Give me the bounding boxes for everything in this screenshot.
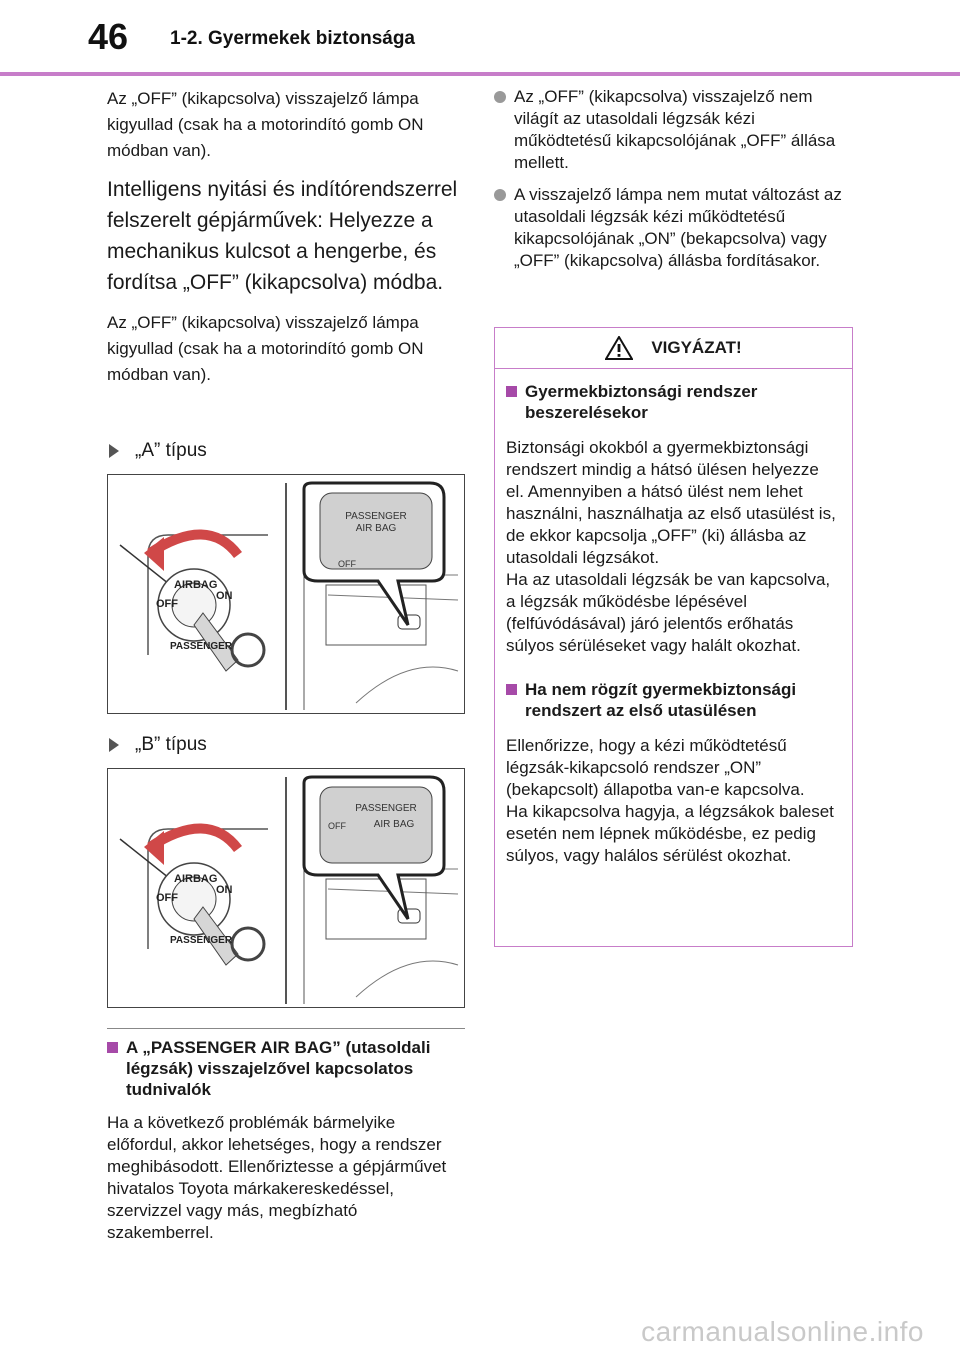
display-line1: PASSENGER xyxy=(355,803,417,814)
airbag-switch-illustration-a xyxy=(108,475,464,713)
switch-label-airbag: AIRBAG xyxy=(174,579,218,591)
warning-triangle-icon xyxy=(605,336,633,360)
triangle-marker-icon xyxy=(109,738,119,752)
watermark: carmanualsonline.info xyxy=(641,1316,924,1347)
warning-section-heading xyxy=(506,679,841,721)
notes-heading xyxy=(107,1037,465,1100)
circle-bullet-icon xyxy=(494,91,506,103)
warning-header xyxy=(495,328,852,369)
bullet-text: A visszajelző lámpa nem mutat változást az utasoldali légzsák kézi működtetésű kikapcsolójának „ON” (bekapcsolva) vagy „OFF” (kikapcsolva) állásba fordításakor. xyxy=(514,185,842,270)
notes-body: Ha a következő problémák bármelyike előfordul, akkor lehetséges, hogy a rendszer meghibásodott. Ellenőriztesse a gépjárművet hivatalos Toyota márkakereskedéssel, szervizzel vagy más, megbízható szakemberrel. xyxy=(107,1113,447,1242)
display-off: OFF xyxy=(338,559,356,569)
square-bullet-icon xyxy=(506,386,517,397)
display-line2: AIR BAG xyxy=(373,819,415,830)
triangle-marker-icon xyxy=(109,444,119,458)
instruction-paragraph: Intelligens nyitási és indítórendszerrel felszerelt gépjárművek: Helyezze a mechanikus kulcsot a hengerbe, és fordítsa „OFF” (kikapcsolva) módba. xyxy=(107,178,458,294)
warning-box xyxy=(494,327,853,947)
bullet-item xyxy=(494,184,854,272)
page-header xyxy=(0,0,960,78)
circle-bullet-icon xyxy=(494,189,506,201)
switch-label-on: ON xyxy=(216,590,233,602)
switch-label-airbag: AIRBAG xyxy=(174,873,218,885)
warning-section-body: Biztonsági okokból a gyermekbiztonsági rendszert mindig a hátsó ülésen helyezze el. Amennyiben a hátsó ülést nem lehet használni, használhatja az első utasülést is, de ekkor kapcsolja „OFF” (ki) állásba az utasoldali légzsákot. Ha az utasoldali légzsák be van kapcsolva, a légzsák működésbe lépésével (felfúvódásával) járó jelentős erőhatás súlyos sérüléseket vagy halált okozhat. xyxy=(506,438,836,655)
header-rule xyxy=(0,72,960,76)
right-column xyxy=(494,86,854,282)
indicator-notes xyxy=(107,1028,465,1244)
bullet-text: Az „OFF” (kikapcsolva) visszajelző nem világít az utasoldali légzsák kézi működtetésű kikapcsolójának „OFF” állása mellett. xyxy=(514,87,836,172)
warning-content xyxy=(495,369,852,867)
indicator-paragraph: Az „OFF” (kikapcsolva) visszajelző lámpa kigyullad (csak ha a motorindító gomb ON módban van). xyxy=(107,313,424,384)
figure-type-b xyxy=(107,768,465,1008)
switch-label-off: OFF xyxy=(156,892,178,904)
display-off: OFF xyxy=(328,821,346,831)
type-b-text: „B” típus xyxy=(135,734,207,755)
warning-section-heading-text: Ha nem rögzít gyermekbiztonsági rendszert az első utasülésen xyxy=(525,680,797,720)
type-a-text: „A” típus xyxy=(135,440,207,461)
warning-title: VIGYÁZAT! xyxy=(651,338,742,357)
square-bullet-icon xyxy=(107,1042,118,1053)
switch-label-on: ON xyxy=(216,884,233,896)
section-title: 1-2. Gyermekek biztonsága xyxy=(170,28,415,49)
bullet-item xyxy=(494,86,854,174)
type-b-label xyxy=(107,734,207,756)
warning-section-heading-text: Gyermekbiztonsági rendszer beszerelésekor xyxy=(525,382,758,422)
switch-label-passenger: PASSENGER xyxy=(170,641,233,652)
display-line1: PASSENGER xyxy=(345,511,407,522)
warning-section-body: Ellenőrizze, hogy a kézi működtetésű légzsák-kikapcsoló rendszer „ON” (bekapcsolt) állapotba van-e kapcsolva. Ha kikapcsolva hagyja, a légzsákok baleset esetén nem lépnek működésbe, ez pedig súlyos, vagy halálos sérülést okozhat. xyxy=(506,736,834,865)
switch-label-passenger: PASSENGER xyxy=(170,935,233,946)
airbag-switch-illustration-b xyxy=(108,769,464,1007)
display-line2: AIR BAG xyxy=(355,523,397,534)
warning-section-heading xyxy=(506,381,841,423)
page-number: 46 xyxy=(88,16,129,57)
switch-label-off: OFF xyxy=(156,598,178,610)
square-bullet-icon xyxy=(506,684,517,695)
notes-heading-text: A „PASSENGER AIR BAG” (utasoldali légzsák) visszajelzővel kapcsolatos tudnivalók xyxy=(126,1038,431,1099)
figure-type-a xyxy=(107,474,465,714)
intro-paragraph: Az „OFF” (kikapcsolva) visszajelző lámpa kigyullad (csak ha a motorindító gomb ON módban van). xyxy=(107,89,424,160)
left-column-text xyxy=(107,86,465,398)
type-a-label xyxy=(107,440,207,462)
